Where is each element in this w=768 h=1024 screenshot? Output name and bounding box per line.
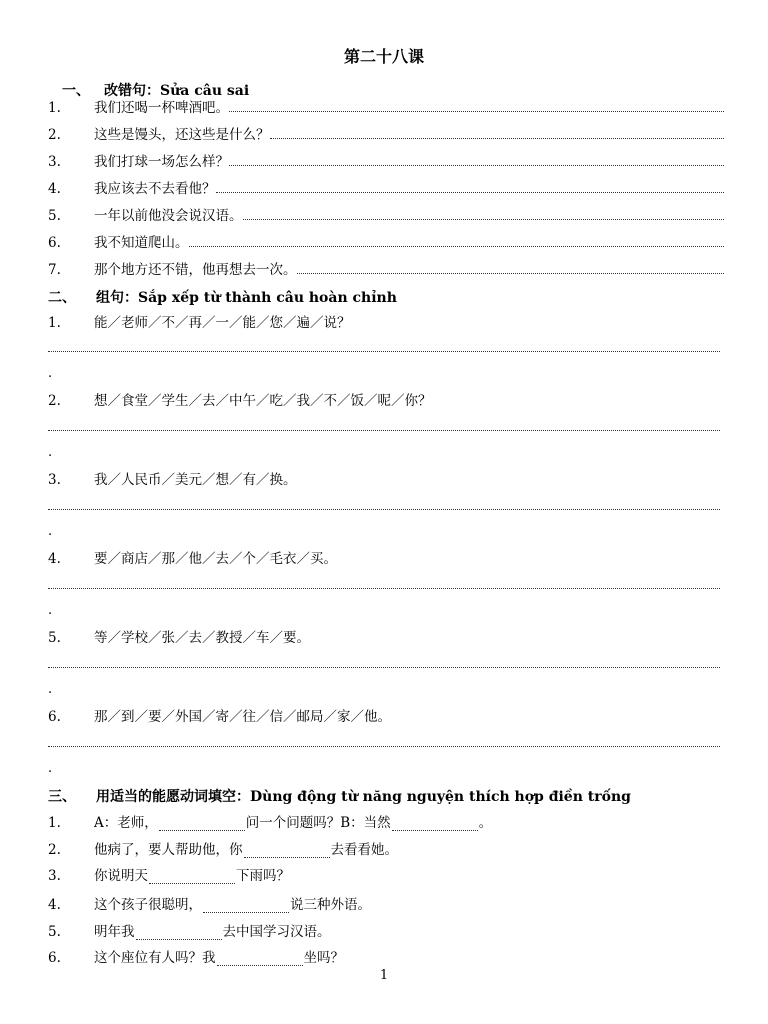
item-number: 3. — [48, 154, 61, 170]
item-number: 2. — [48, 393, 61, 409]
answer-line[interactable] — [229, 164, 724, 166]
item-text-part: 下雨吗？ — [236, 868, 290, 884]
line-end-dot: . — [48, 524, 53, 539]
list-item — [48, 98, 724, 116]
item-number: 6. — [48, 709, 61, 725]
answer-line[interactable] — [216, 191, 725, 193]
item-text: 想／食堂／学生／去／中午／吃／我／不／饭／呢／你？ — [94, 393, 432, 409]
list-item — [48, 260, 724, 278]
list-item — [48, 125, 724, 143]
list-item — [48, 866, 290, 884]
item-text-part: 明年我 — [94, 924, 135, 940]
answer-line[interactable] — [48, 351, 720, 352]
section-2-number: 二、 — [48, 290, 76, 306]
item-number: 4. — [48, 897, 61, 913]
list-item — [48, 895, 371, 913]
list-item — [48, 470, 297, 488]
answer-line[interactable] — [48, 509, 720, 510]
fill-blank[interactable] — [392, 817, 478, 831]
item-number: 4. — [48, 181, 61, 197]
item-number: 6. — [48, 235, 61, 251]
list-item — [48, 840, 398, 858]
list-item — [48, 179, 724, 197]
list-item — [48, 948, 344, 966]
item-text-part: 坐吗？ — [303, 950, 344, 966]
line-end-dot: . — [48, 761, 53, 776]
item-text: 能／老师／不／再／一／能／您／遍／说？ — [94, 315, 351, 331]
item-number: 4. — [48, 551, 61, 567]
item-number: 1. — [48, 815, 61, 831]
item-number: 1. — [48, 315, 61, 331]
item-number: 5. — [48, 630, 61, 646]
item-number: 3. — [48, 868, 61, 884]
answer-line[interactable] — [243, 218, 725, 220]
answer-line[interactable] — [48, 588, 720, 589]
list-item — [48, 391, 432, 409]
answer-line[interactable] — [297, 272, 725, 274]
item-text-part: 这个座位有人吗？我 — [94, 950, 216, 966]
list-item — [48, 233, 724, 251]
fill-blank[interactable] — [244, 844, 330, 858]
section-3-number: 三、 — [48, 789, 76, 805]
section-2-heading: 组句：Sắp xếp từ thành câu hoàn chỉnh — [96, 290, 397, 306]
answer-line[interactable] — [189, 245, 725, 247]
page-number: 1 — [379, 968, 389, 983]
item-text-part: 去中国学习汉语。 — [222, 924, 331, 940]
item-text: 要／商店／那／他／去／个／毛衣／买。 — [94, 551, 337, 567]
answer-line[interactable] — [229, 110, 724, 112]
item-text: 我们打球一场怎么样？ — [94, 154, 229, 170]
section-3-heading: 用适当的能愿动词填空：Dùng động từ năng nguyện thích hợp điền trống — [96, 789, 631, 805]
item-text: 我／人民币／美元／想／有／换。 — [94, 472, 297, 488]
list-item — [48, 206, 724, 224]
item-number: 6. — [48, 950, 61, 966]
item-text-part: 去看看她。 — [330, 842, 398, 858]
item-number: 2. — [48, 842, 61, 858]
item-number: 2. — [48, 127, 61, 143]
item-text: 这些是馒头，还这些是什么？ — [94, 127, 270, 143]
answer-line[interactable] — [48, 430, 720, 431]
item-text: 我不知道爬山。 — [94, 235, 189, 251]
item-text-part: 你说明天 — [94, 868, 148, 884]
answer-line[interactable] — [270, 137, 725, 139]
item-text: 那个地方还不错，他再想去一次。 — [94, 262, 297, 278]
list-item — [48, 152, 724, 170]
fill-blank[interactable] — [136, 926, 222, 940]
item-text-part: A：老师， — [94, 815, 158, 831]
item-text: 我应该去不去看他？ — [94, 181, 216, 197]
item-text-part: 这个孩子很聪明， — [94, 897, 202, 913]
line-end-dot: . — [48, 682, 53, 697]
list-item — [48, 313, 351, 331]
item-number: 7. — [48, 262, 61, 278]
page-title: 第二十八课 — [343, 47, 424, 66]
line-end-dot: . — [48, 366, 53, 381]
item-text-part: 说三种外语。 — [290, 897, 371, 913]
line-end-dot: . — [48, 603, 53, 618]
item-text: 我们还喝一杯啤酒吧。 — [94, 100, 229, 116]
item-text: 那／到／要／外国／寄／往／信／邮局／家／他。 — [94, 709, 391, 725]
item-text: 一年以前他没会说汉语。 — [94, 208, 243, 224]
fill-blank[interactable] — [159, 817, 245, 831]
item-number: 3. — [48, 472, 61, 488]
answer-line[interactable] — [48, 746, 720, 747]
item-text-part: 他病了，要人帮助他，你 — [94, 842, 243, 858]
item-text-part: 问一个问题吗？B：当然 — [245, 815, 391, 831]
answer-line[interactable] — [48, 667, 720, 668]
fill-blank[interactable] — [203, 899, 289, 913]
item-text: 等／学校／张／去／教授／车／要。 — [94, 630, 310, 646]
section-1-number: 一、 — [62, 83, 90, 99]
fill-blank[interactable] — [217, 952, 303, 966]
list-item — [48, 813, 492, 831]
item-number: 5. — [48, 208, 61, 224]
item-number: 5. — [48, 924, 61, 940]
line-end-dot: . — [48, 445, 53, 460]
list-item — [48, 628, 310, 646]
section-1-heading: 改错句：Sửa câu sai — [104, 83, 250, 99]
list-item — [48, 707, 391, 725]
item-number: 1. — [48, 100, 61, 116]
list-item — [48, 549, 337, 567]
list-item — [48, 922, 331, 940]
fill-blank[interactable] — [149, 870, 235, 884]
item-text-part: 。 — [478, 815, 493, 831]
